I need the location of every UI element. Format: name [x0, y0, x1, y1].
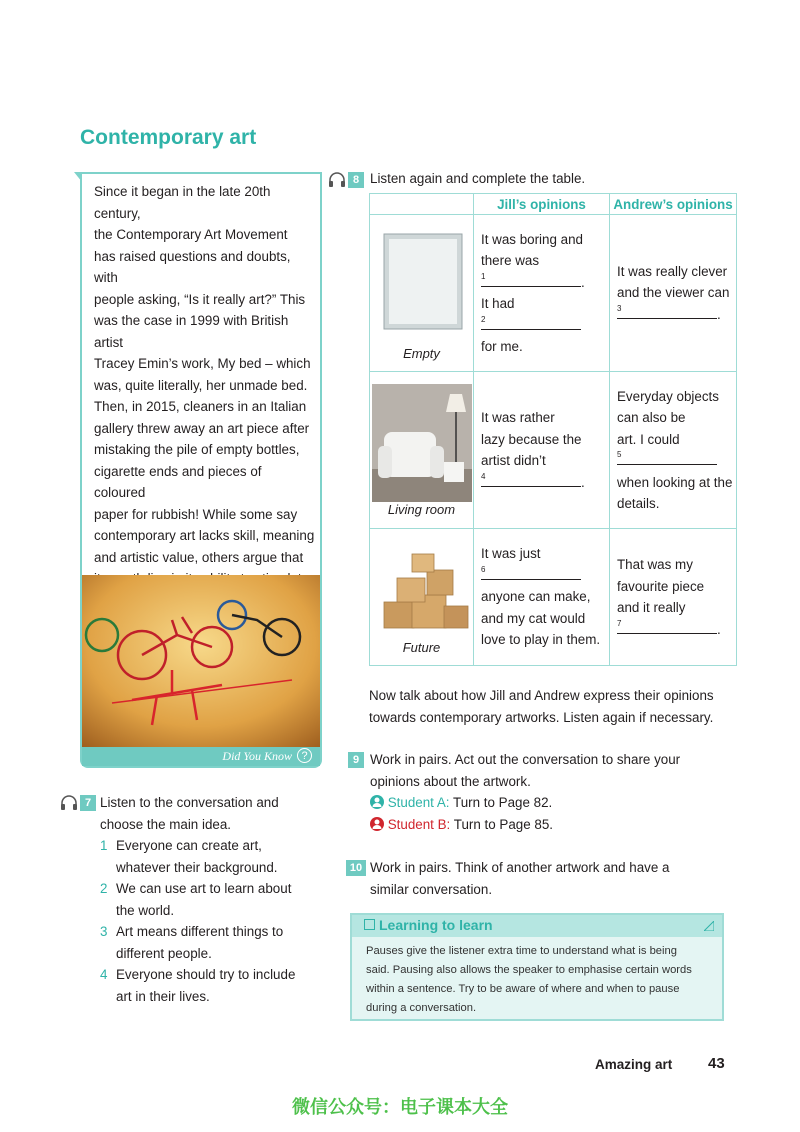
corner-triangle-icon: [704, 921, 714, 931]
checkbox-icon: [364, 919, 375, 930]
andrew-opinion-cell: Everyday objects can also be art. I could 5 when looking at the details.: [610, 372, 737, 529]
blank-7[interactable]: 7: [617, 619, 717, 634]
unit-title: Amazing art: [595, 1057, 673, 1072]
blank-5[interactable]: 5: [617, 450, 717, 465]
learning-body: Pauses give the listener extra time to understand what is being said. Pausing also allows the speaker to emphasise certain words within a sentence. Try to be aware of where and when to pause during a conversation.: [366, 945, 692, 1014]
blank-4[interactable]: 4: [481, 472, 581, 487]
blank-2[interactable]: 2: [481, 315, 581, 330]
option-item[interactable]: 2 We can use art to learn about the world.: [100, 881, 292, 918]
learning-title: Learning to learn: [364, 917, 493, 933]
table-header-row: [370, 194, 737, 215]
option-item[interactable]: 4 Everyone should try to include art in their lives.: [100, 967, 296, 1004]
activity-8-instruction: Listen again and complete the table.: [370, 171, 586, 186]
student-a-line: Student A: Turn to Page 82.: [370, 792, 750, 814]
table-header-jill: Jill’s opinions: [474, 194, 610, 215]
activity-8-followup: Now talk about how Jill and Andrew express their opinions towards contemporary artworks. Listen again if necessary.: [369, 688, 714, 725]
activity-7-instruction: Listen to the conversation and choose the main idea.: [100, 795, 279, 832]
learning-header: [352, 915, 722, 937]
question-mark-icon: ?: [297, 748, 312, 763]
artwork-cell: [370, 529, 474, 666]
activity-10-badge: 10: [346, 860, 366, 876]
option-item[interactable]: 3 Art means different things to different people.: [100, 924, 284, 961]
table-header-image: [370, 194, 474, 215]
student-b-icon: [370, 817, 384, 831]
table-row: [370, 529, 737, 666]
blank-6[interactable]: 6: [481, 565, 581, 580]
artwork-caption: Empty: [403, 345, 440, 361]
jill-opinion-cell: It was boring and there was 1 . It had 2 for me.: [474, 215, 610, 372]
blank-3[interactable]: 3: [617, 304, 717, 319]
headphones-icon: [328, 172, 346, 188]
activity-10-instruction: Work in pairs. Think of another artwork and have a similar conversation.: [370, 860, 670, 897]
activity-9-badge: 9: [348, 752, 364, 768]
did-you-know-text: Since it began in the late 20th century, the Contemporary Art Movement has raised questions and doubts, with people asking, “Is it really art?” This was the case in 1999 with British artist Tracey Emin’s work, My bed – which was, quite literally, her unmade bed. Then, in 2015, cleaners in an Italian gallery threw away an art piece after mistaking the pile of empty bottles, cigarette ends and pieces of coloured paper for rubbish! While some say contemporary art lacks skill, meaning and artistic value, others argue that: [94, 184, 315, 565]
activity-8-badge: 8: [348, 172, 364, 188]
student-a-icon: [370, 795, 384, 809]
andrew-opinion-cell: That was my favourite piece and it really 7 .: [610, 529, 737, 666]
table-row: [370, 372, 737, 529]
did-you-know-label: Did You Know: [222, 749, 292, 763]
activity-7-options: [100, 835, 320, 1007]
option-item[interactable]: 1 Everyone can create art, whatever their background.: [100, 838, 278, 875]
activity-9-instruction: Work in pairs. Act out the conversation to share your opinions about the artwork. Student A: Turn to Page 82. Student B: Turn to Page 85.: [370, 749, 750, 835]
did-you-know-footer: [82, 747, 320, 766]
jill-opinion-cell: It was just 6 anyone can make, and my cat would love to play in them.: [474, 529, 610, 666]
table-header-andrew: Andrew’s opinions: [610, 194, 737, 215]
andrew-opinion-cell: It was really clever and the viewer can 3 .: [610, 215, 737, 372]
page-title: Contemporary art: [80, 126, 257, 149]
jill-opinion-cell: It was rather lazy because the artist didn’t 4 .: [474, 372, 610, 529]
wire-sculpture-photo: [82, 575, 320, 747]
activity-7-badge: 7: [80, 795, 96, 811]
opinions-table: [369, 193, 737, 666]
watermark-text: 微信公众号：电子课本大全: [292, 1097, 508, 1117]
living-room-image: [372, 384, 472, 502]
learning-to-learn-box: [350, 913, 724, 1021]
empty-frame-image: [372, 226, 472, 346]
blank-1[interactable]: 1: [481, 272, 581, 287]
artwork-caption: Living room: [387, 501, 456, 517]
artwork-caption: Future: [402, 639, 441, 655]
boxes-image: [372, 540, 472, 640]
artwork-cell: [370, 215, 474, 372]
page-number: 43: [708, 1055, 725, 1072]
student-b-line: Student B: Turn to Page 85.: [370, 814, 750, 836]
table-row: [370, 215, 737, 372]
headphones-icon: [60, 795, 78, 811]
artwork-cell: [370, 372, 474, 529]
